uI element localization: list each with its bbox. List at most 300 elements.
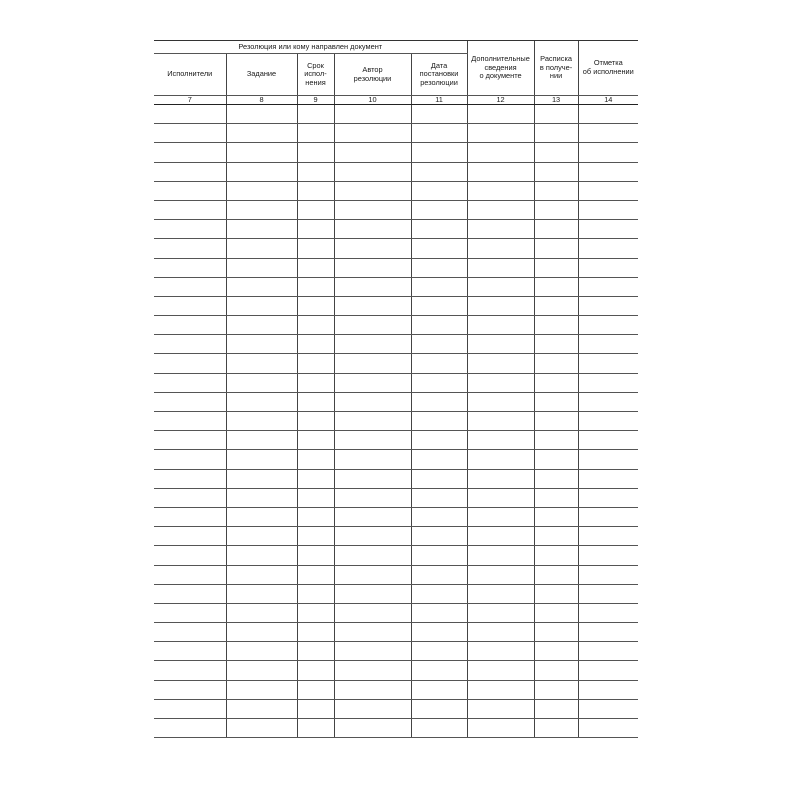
- table-cell[interactable]: [467, 469, 534, 488]
- table-cell[interactable]: [578, 373, 638, 392]
- table-cell[interactable]: [154, 392, 226, 411]
- table-row: [154, 335, 638, 354]
- table-cell[interactable]: [297, 239, 334, 258]
- table-cell[interactable]: [467, 181, 534, 200]
- table-cell[interactable]: [467, 296, 534, 315]
- table-cell[interactable]: [334, 565, 411, 584]
- table-cell[interactable]: [297, 392, 334, 411]
- table-cell[interactable]: [467, 162, 534, 181]
- table-cell[interactable]: [534, 527, 578, 546]
- table-row: [154, 623, 638, 642]
- table-cell[interactable]: [297, 527, 334, 546]
- table-cell[interactable]: [467, 105, 534, 124]
- header-col-8: Задание: [226, 54, 297, 96]
- table-cell[interactable]: [411, 699, 467, 718]
- table-cell[interactable]: [411, 335, 467, 354]
- table-cell[interactable]: [534, 412, 578, 431]
- table-cell[interactable]: [297, 373, 334, 392]
- table-cell[interactable]: [334, 431, 411, 450]
- table-cell[interactable]: [578, 584, 638, 603]
- table-cell[interactable]: [226, 392, 297, 411]
- table-row: [154, 431, 638, 450]
- table-row: [154, 392, 638, 411]
- resolution-register-table: [154, 40, 638, 738]
- table-row: [154, 699, 638, 718]
- table-cell[interactable]: [334, 584, 411, 603]
- table-cell[interactable]: [534, 296, 578, 315]
- table-cell[interactable]: [411, 565, 467, 584]
- table-cell[interactable]: [578, 469, 638, 488]
- table-cell[interactable]: [534, 335, 578, 354]
- table-cell[interactable]: [334, 680, 411, 699]
- table-cell[interactable]: [411, 431, 467, 450]
- table-cell[interactable]: [534, 699, 578, 718]
- table-cell[interactable]: [467, 661, 534, 680]
- table-cell[interactable]: [411, 373, 467, 392]
- table-cell[interactable]: [411, 527, 467, 546]
- table-cell[interactable]: [226, 603, 297, 622]
- table-row: [154, 354, 638, 373]
- table-row: [154, 220, 638, 239]
- table-cell[interactable]: [334, 603, 411, 622]
- table-cell[interactable]: [334, 296, 411, 315]
- table-cell[interactable]: [467, 200, 534, 219]
- table-cell[interactable]: [534, 431, 578, 450]
- table-cell[interactable]: [411, 450, 467, 469]
- table-cell[interactable]: [411, 488, 467, 507]
- table-cell[interactable]: [334, 316, 411, 335]
- table-cell[interactable]: [297, 507, 334, 526]
- table-cell[interactable]: [226, 373, 297, 392]
- table-cell[interactable]: [534, 105, 578, 124]
- table-cell[interactable]: [226, 277, 297, 296]
- col-number-8: 8: [226, 96, 297, 105]
- table-cell[interactable]: [411, 181, 467, 200]
- table-row: [154, 642, 638, 661]
- table-cell[interactable]: [534, 220, 578, 239]
- table-cell[interactable]: [154, 105, 226, 124]
- table-cell[interactable]: [411, 162, 467, 181]
- table-cell[interactable]: [226, 719, 297, 738]
- table-cell[interactable]: [534, 507, 578, 526]
- table-cell[interactable]: [411, 469, 467, 488]
- table-cell[interactable]: [334, 220, 411, 239]
- table-cell[interactable]: [154, 623, 226, 642]
- table-row: [154, 603, 638, 622]
- table-row: [154, 527, 638, 546]
- table-cell[interactable]: [578, 450, 638, 469]
- table-cell[interactable]: [467, 719, 534, 738]
- table-cell[interactable]: [411, 719, 467, 738]
- table-cell[interactable]: [154, 162, 226, 181]
- table-cell[interactable]: [534, 680, 578, 699]
- table-cell[interactable]: [297, 200, 334, 219]
- table-row: [154, 373, 638, 392]
- col-number-9: 9: [297, 96, 334, 105]
- table-cell[interactable]: [226, 450, 297, 469]
- table-cell[interactable]: [297, 412, 334, 431]
- table-cell[interactable]: [334, 507, 411, 526]
- table-cell[interactable]: [226, 335, 297, 354]
- table-cell[interactable]: [154, 699, 226, 718]
- table-cell[interactable]: [534, 162, 578, 181]
- table-cell[interactable]: [411, 603, 467, 622]
- table-cell[interactable]: [411, 258, 467, 277]
- table-cell[interactable]: [578, 220, 638, 239]
- table-cell[interactable]: [334, 661, 411, 680]
- table-row: [154, 181, 638, 200]
- table-cell[interactable]: [467, 124, 534, 143]
- table-cell[interactable]: [411, 642, 467, 661]
- table-cell[interactable]: [534, 546, 578, 565]
- table-cell[interactable]: [411, 124, 467, 143]
- table-cell[interactable]: [334, 277, 411, 296]
- table-cell[interactable]: [467, 527, 534, 546]
- table-cell[interactable]: [334, 335, 411, 354]
- table-cell[interactable]: [411, 277, 467, 296]
- table-cell[interactable]: [467, 680, 534, 699]
- table-row: [154, 469, 638, 488]
- table-cell[interactable]: [578, 124, 638, 143]
- col-number-13: 13: [534, 96, 578, 105]
- table-cell[interactable]: [154, 488, 226, 507]
- table-cell[interactable]: [226, 162, 297, 181]
- table-cell[interactable]: [578, 392, 638, 411]
- table-cell[interactable]: [226, 354, 297, 373]
- table-cell[interactable]: [154, 412, 226, 431]
- table-cell[interactable]: [297, 431, 334, 450]
- table-cell[interactable]: [226, 412, 297, 431]
- table-cell[interactable]: [154, 565, 226, 584]
- header-col-14: Отметка об исполнении: [578, 41, 638, 96]
- table-cell[interactable]: [297, 220, 334, 239]
- table-cell[interactable]: [154, 181, 226, 200]
- table-cell[interactable]: [467, 373, 534, 392]
- table-cell[interactable]: [226, 584, 297, 603]
- table-cell[interactable]: [411, 507, 467, 526]
- table-cell[interactable]: [226, 507, 297, 526]
- table-cell[interactable]: [226, 469, 297, 488]
- table-cell[interactable]: [467, 699, 534, 718]
- table-cell[interactable]: [411, 316, 467, 335]
- table-cell[interactable]: [226, 642, 297, 661]
- table-cell[interactable]: [154, 239, 226, 258]
- header-row-group: [154, 41, 638, 54]
- table-cell[interactable]: [226, 680, 297, 699]
- table-cell[interactable]: [154, 507, 226, 526]
- table-cell[interactable]: [467, 220, 534, 239]
- table-cell[interactable]: [297, 469, 334, 488]
- table-cell[interactable]: [334, 469, 411, 488]
- table-cell[interactable]: [226, 623, 297, 642]
- table-cell[interactable]: [411, 412, 467, 431]
- table-cell[interactable]: [411, 200, 467, 219]
- table-cell[interactable]: [226, 296, 297, 315]
- table-cell[interactable]: [226, 181, 297, 200]
- table-cell[interactable]: [578, 719, 638, 738]
- table-cell[interactable]: [154, 220, 226, 239]
- table-cell[interactable]: [467, 335, 534, 354]
- table-cell[interactable]: [467, 143, 534, 162]
- table-cell[interactable]: [154, 450, 226, 469]
- table-cell[interactable]: [154, 316, 226, 335]
- table-cell[interactable]: [297, 296, 334, 315]
- table-cell[interactable]: [534, 661, 578, 680]
- table-cell[interactable]: [467, 584, 534, 603]
- table-cell[interactable]: [534, 603, 578, 622]
- table-cell[interactable]: [467, 258, 534, 277]
- table-cell[interactable]: [411, 354, 467, 373]
- table-cell[interactable]: [154, 354, 226, 373]
- table-cell[interactable]: [578, 488, 638, 507]
- table-cell[interactable]: [297, 316, 334, 335]
- table-cell[interactable]: [467, 546, 534, 565]
- table-cell[interactable]: [411, 220, 467, 239]
- table-cell[interactable]: [467, 623, 534, 642]
- table-cell[interactable]: [467, 642, 534, 661]
- table-cell[interactable]: [297, 680, 334, 699]
- table-cell[interactable]: [334, 373, 411, 392]
- table-cell[interactable]: [154, 143, 226, 162]
- table-cell[interactable]: [534, 565, 578, 584]
- table-cell[interactable]: [154, 527, 226, 546]
- table-cell[interactable]: [226, 699, 297, 718]
- table-cell[interactable]: [578, 181, 638, 200]
- table-cell[interactable]: [226, 124, 297, 143]
- table-cell[interactable]: [154, 642, 226, 661]
- col-number-12: 12: [467, 96, 534, 105]
- table-cell[interactable]: [297, 488, 334, 507]
- table-cell[interactable]: [334, 258, 411, 277]
- col-number-10: 10: [334, 96, 411, 105]
- col-number-14: 14: [578, 96, 638, 105]
- table-cell[interactable]: [467, 565, 534, 584]
- table-cell[interactable]: [154, 200, 226, 219]
- table-cell[interactable]: [578, 200, 638, 219]
- table-cell[interactable]: [334, 105, 411, 124]
- table-cell[interactable]: [154, 546, 226, 565]
- table-cell[interactable]: [411, 546, 467, 565]
- table-cell[interactable]: [297, 719, 334, 738]
- table-cell[interactable]: [467, 316, 534, 335]
- table-cell[interactable]: [467, 412, 534, 431]
- table-cell[interactable]: [154, 469, 226, 488]
- table-cell[interactable]: [226, 488, 297, 507]
- header-col-10: Автор резолюции: [334, 54, 411, 96]
- table-cell[interactable]: [297, 584, 334, 603]
- table-cell[interactable]: [297, 661, 334, 680]
- table-cell[interactable]: [467, 488, 534, 507]
- table-cell[interactable]: [467, 450, 534, 469]
- table-cell[interactable]: [467, 431, 534, 450]
- table-cell[interactable]: [334, 719, 411, 738]
- table-row: [154, 105, 638, 124]
- table-cell[interactable]: [154, 661, 226, 680]
- table-cell[interactable]: [226, 316, 297, 335]
- table-cell[interactable]: [154, 373, 226, 392]
- table-cell[interactable]: [467, 354, 534, 373]
- table-cell[interactable]: [334, 699, 411, 718]
- table-cell[interactable]: [154, 584, 226, 603]
- table-cell[interactable]: [578, 507, 638, 526]
- table-cell[interactable]: [578, 546, 638, 565]
- table-cell[interactable]: [578, 680, 638, 699]
- table-row: [154, 124, 638, 143]
- table-cell[interactable]: [578, 258, 638, 277]
- table-cell[interactable]: [334, 450, 411, 469]
- table-row: [154, 143, 638, 162]
- table-row: [154, 450, 638, 469]
- table-cell[interactable]: [226, 527, 297, 546]
- table-cell[interactable]: [578, 354, 638, 373]
- table-cell[interactable]: [297, 162, 334, 181]
- table-cell[interactable]: [297, 335, 334, 354]
- table-cell[interactable]: [578, 623, 638, 642]
- table-cell[interactable]: [578, 642, 638, 661]
- table-cell[interactable]: [467, 507, 534, 526]
- table-cell[interactable]: [411, 392, 467, 411]
- table-cell[interactable]: [534, 277, 578, 296]
- table-cell[interactable]: [226, 220, 297, 239]
- table-cell[interactable]: [578, 565, 638, 584]
- table-cell[interactable]: [578, 277, 638, 296]
- table-cell[interactable]: [297, 181, 334, 200]
- table-cell[interactable]: [297, 105, 334, 124]
- table-cell[interactable]: [411, 143, 467, 162]
- table-cell[interactable]: [297, 277, 334, 296]
- table-cell[interactable]: [154, 603, 226, 622]
- table-cell[interactable]: [578, 699, 638, 718]
- table-cell[interactable]: [297, 603, 334, 622]
- table-cell[interactable]: [297, 450, 334, 469]
- table-cell[interactable]: [534, 373, 578, 392]
- table-cell[interactable]: [334, 392, 411, 411]
- table-cell[interactable]: [334, 239, 411, 258]
- table-cell[interactable]: [154, 680, 226, 699]
- table-cell[interactable]: [411, 105, 467, 124]
- table-cell[interactable]: [534, 239, 578, 258]
- table-cell[interactable]: [467, 239, 534, 258]
- header-col-12: Дополнительные сведения о документе: [467, 41, 534, 96]
- table-cell[interactable]: [334, 546, 411, 565]
- table-cell[interactable]: [154, 277, 226, 296]
- table-cell[interactable]: [578, 105, 638, 124]
- table-cell[interactable]: [297, 143, 334, 162]
- table-cell[interactable]: [334, 354, 411, 373]
- table-cell[interactable]: [578, 316, 638, 335]
- table-cell[interactable]: [226, 143, 297, 162]
- table-cell[interactable]: [534, 469, 578, 488]
- table-cell[interactable]: [226, 239, 297, 258]
- table-cell[interactable]: [334, 181, 411, 200]
- table-cell[interactable]: [411, 661, 467, 680]
- table-cell[interactable]: [226, 661, 297, 680]
- table-cell[interactable]: [334, 488, 411, 507]
- table-cell[interactable]: [534, 258, 578, 277]
- table-cell[interactable]: [578, 296, 638, 315]
- table-cell[interactable]: [467, 603, 534, 622]
- table-cell[interactable]: [534, 143, 578, 162]
- table-cell[interactable]: [154, 431, 226, 450]
- table-cell[interactable]: [297, 354, 334, 373]
- table-cell[interactable]: [154, 296, 226, 315]
- table-cell[interactable]: [411, 584, 467, 603]
- table-cell[interactable]: [226, 546, 297, 565]
- table-cell[interactable]: [334, 143, 411, 162]
- table-cell[interactable]: [578, 431, 638, 450]
- table-row: [154, 661, 638, 680]
- table-cell[interactable]: [334, 162, 411, 181]
- table-cell[interactable]: [578, 143, 638, 162]
- table-cell[interactable]: [534, 316, 578, 335]
- table-cell[interactable]: [534, 642, 578, 661]
- table-row: [154, 296, 638, 315]
- table-cell[interactable]: [334, 200, 411, 219]
- table-cell[interactable]: [226, 200, 297, 219]
- table-cell[interactable]: [297, 642, 334, 661]
- table-cell[interactable]: [534, 200, 578, 219]
- header-col-11: Дата постановки резолюции: [411, 54, 467, 96]
- table-cell[interactable]: [578, 527, 638, 546]
- table-row: [154, 584, 638, 603]
- table-cell[interactable]: [334, 623, 411, 642]
- table-cell[interactable]: [578, 239, 638, 258]
- table-cell[interactable]: [534, 488, 578, 507]
- table-cell[interactable]: [226, 258, 297, 277]
- table-cell[interactable]: [534, 623, 578, 642]
- table-cell[interactable]: [467, 277, 534, 296]
- table-cell[interactable]: [297, 699, 334, 718]
- table-cell[interactable]: [154, 124, 226, 143]
- register-grid: [154, 40, 638, 738]
- table-cell[interactable]: [334, 642, 411, 661]
- table-cell[interactable]: [297, 258, 334, 277]
- table-cell[interactable]: [578, 661, 638, 680]
- table-cell[interactable]: [226, 105, 297, 124]
- table-cell[interactable]: [411, 296, 467, 315]
- table-cell[interactable]: [411, 623, 467, 642]
- table-cell[interactable]: [334, 124, 411, 143]
- table-cell[interactable]: [334, 527, 411, 546]
- table-cell[interactable]: [226, 565, 297, 584]
- table-cell[interactable]: [578, 603, 638, 622]
- table-cell[interactable]: [411, 239, 467, 258]
- table-cell[interactable]: [534, 124, 578, 143]
- table-cell[interactable]: [534, 181, 578, 200]
- table-cell[interactable]: [297, 546, 334, 565]
- table-cell[interactable]: [154, 335, 226, 354]
- table-row: [154, 680, 638, 699]
- table-cell[interactable]: [297, 623, 334, 642]
- table-cell[interactable]: [154, 719, 226, 738]
- table-cell[interactable]: [578, 162, 638, 181]
- table-cell[interactable]: [226, 431, 297, 450]
- table-cell[interactable]: [297, 565, 334, 584]
- table-row: [154, 546, 638, 565]
- table-cell[interactable]: [534, 354, 578, 373]
- table-cell[interactable]: [411, 680, 467, 699]
- table-cell[interactable]: [534, 719, 578, 738]
- table-cell[interactable]: [578, 412, 638, 431]
- table-cell[interactable]: [534, 392, 578, 411]
- table-cell[interactable]: [578, 335, 638, 354]
- table-cell[interactable]: [467, 392, 534, 411]
- table-cell[interactable]: [334, 412, 411, 431]
- table-cell[interactable]: [534, 450, 578, 469]
- table-cell[interactable]: [534, 584, 578, 603]
- table-cell[interactable]: [297, 124, 334, 143]
- table-cell[interactable]: [154, 258, 226, 277]
